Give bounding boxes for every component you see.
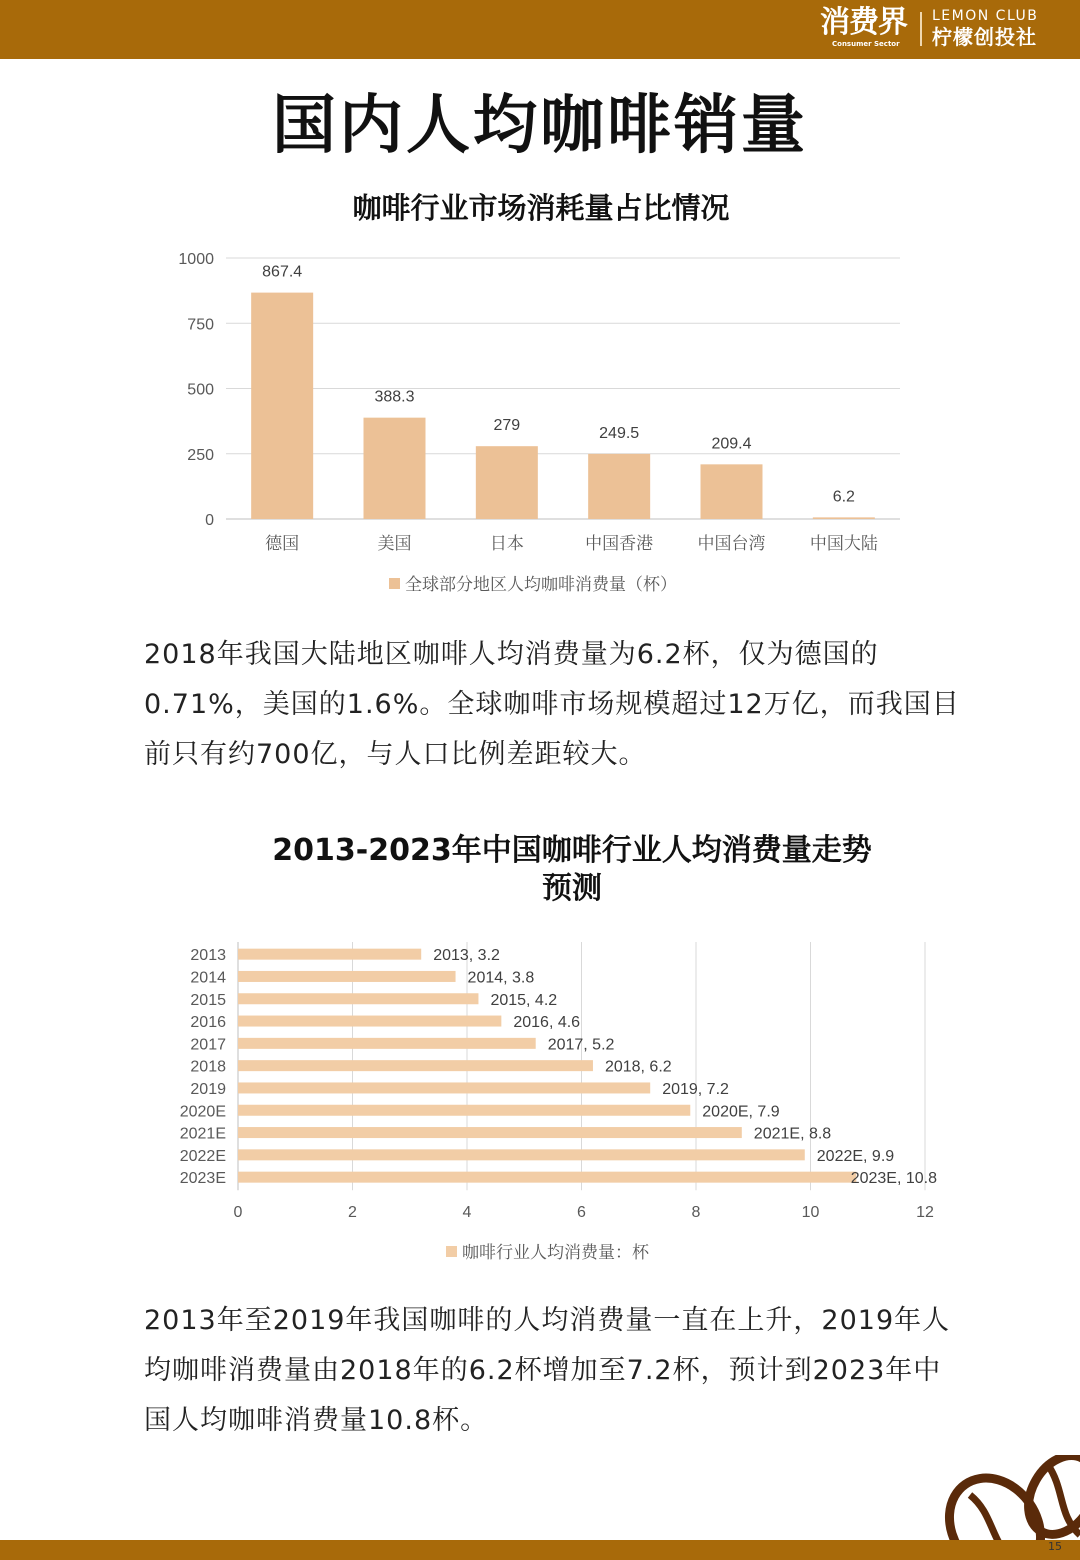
chart1-xtick-label: 中国台湾 (697, 534, 766, 553)
chart1-data-label: 209.4 (711, 435, 752, 453)
page-title: 国内人均咖啡销量 (272, 89, 808, 163)
chart2-legend-label: 咖啡行业人均消费量：杯 (462, 1243, 649, 1262)
chart2-bar (238, 1016, 501, 1027)
chart2-data-label: 2023E, 10.8 (850, 1170, 937, 1188)
chart2-ytick-label: 2018 (190, 1058, 226, 1076)
page-number: 15 (1048, 1540, 1062, 1553)
chart1-data-label: 249.5 (599, 424, 640, 442)
coffee-beans-icon (940, 1455, 1080, 1545)
chart2-data-label: 2013, 3.2 (433, 947, 500, 965)
chart2-legend-swatch (446, 1246, 457, 1257)
chart2-bar (238, 1082, 650, 1093)
chart2-ytick-label: 2021E (179, 1125, 226, 1143)
chart2-ytick-label: 2015 (190, 991, 226, 1009)
chart1-title: 咖啡行业市场消耗量占比情况 (352, 191, 730, 225)
chart2-title (0, 832, 1080, 908)
chart2-ytick-label: 2016 (190, 1014, 226, 1032)
chart2-data-label: 2016, 4.6 (513, 1014, 581, 1032)
chart2-bar (238, 949, 421, 960)
chart2-xtick-label: 6 (577, 1204, 586, 1221)
header-bar (0, 0, 1080, 59)
chart1-xtick-label: 美国 (377, 534, 412, 553)
chart2-ytick-label: 2023E (179, 1170, 226, 1188)
chart2-data-label: 2019, 7.2 (662, 1080, 729, 1098)
footer-bar (0, 1540, 1080, 1560)
chart2-xtick-label: 12 (916, 1204, 934, 1221)
chart2-ytick-label: 2013 (190, 947, 226, 965)
brand-logo-sub: Consumer Sector (832, 40, 900, 48)
chart1-xtick-label: 中国香港 (585, 534, 654, 553)
chart2-xtick-label: 4 (462, 1204, 472, 1221)
chart1-bar (251, 293, 313, 519)
chart1-ytick-label: 500 (187, 381, 214, 399)
chart2-ytick-label: 2017 (190, 1036, 226, 1054)
chart1-data-label: 6.2 (832, 488, 855, 506)
chart2-data-label: 2020E, 7.9 (702, 1103, 780, 1121)
chart2-horizontal-bar-chart (0, 930, 1080, 1280)
chart1-ytick-label: 250 (187, 446, 214, 464)
chart1-bar (364, 418, 426, 519)
chart2-data-label: 2018, 6.2 (604, 1058, 672, 1076)
chart1-legend-swatch (389, 578, 400, 589)
chart1-bar (588, 454, 650, 519)
chart2-bar (238, 1060, 593, 1071)
brand-divider (920, 12, 922, 46)
chart2-ytick-label: 2019 (190, 1080, 226, 1098)
chart2-ytick-label: 2014 (190, 969, 226, 987)
chart1-ytick-label: 750 (187, 316, 214, 334)
chart1-data-label: 279 (493, 417, 521, 435)
chart1-data-label: 867.4 (262, 263, 303, 281)
chart2-xtick-label: 10 (801, 1204, 820, 1221)
brand-name-en: LEMON CLUB (932, 8, 1039, 24)
brand-logo-cn: 消费界 (820, 5, 907, 40)
chart2-title-line1: 2013-2023年中国咖啡行业人均消费量走势 (272, 833, 872, 868)
chart2-ytick-label: 2022E (179, 1147, 226, 1165)
chart2-bar (238, 1127, 742, 1138)
chart1-bar (701, 464, 763, 519)
chart1-bar (476, 446, 538, 519)
chart1-xtick-label: 日本 (489, 534, 524, 553)
chart2-data-label: 2022E, 9.9 (816, 1147, 895, 1165)
chart2-xtick-label: 0 (233, 1204, 243, 1221)
paragraph-1: 2018年我国大陆地区咖啡人均消费量为6.2杯，仅为德国的0.71%，美国的1.6%。全球咖啡市场规模超过12万亿，而我国目前只有约700亿，与人口比例差距较大。 (144, 639, 960, 770)
paragraph-2: 2013年至2019年我国咖啡的人均消费量一直在上升，2019年人均咖啡消费量由2018年的6.2杯增加至7.2杯，预计到2023年中国人均咖啡消费量10.8杯。 (144, 1305, 951, 1436)
chart1-ytick-label: 1000 (178, 251, 214, 268)
chart1-bar (813, 517, 875, 519)
chart1-data-label: 388.3 (374, 388, 415, 406)
chart2-bar (238, 1105, 690, 1116)
chart2-title-line2: 预测 (542, 871, 602, 906)
chart1-legend-label: 全球部分地区人均咖啡消费量（杯） (405, 575, 677, 594)
chart2-bar (238, 1172, 856, 1183)
chart2-data-label: 2017, 5.2 (547, 1036, 615, 1054)
chart1-bar-chart (0, 240, 1080, 660)
chart2-ytick-label: 2020E (179, 1103, 226, 1121)
chart2-bar (238, 1038, 536, 1049)
chart1-xtick-label: 德国 (265, 534, 300, 553)
chart1-xtick-label: 中国大陆 (809, 534, 878, 553)
chart1-ytick-label: 0 (205, 512, 214, 529)
chart2-bar (238, 1149, 805, 1160)
brand-name-cn: 柠檬创投社 (932, 25, 1037, 49)
chart2-bar (238, 971, 456, 982)
chart2-data-label: 2014, 3.8 (467, 969, 535, 987)
chart2-data-label: 2015, 4.2 (490, 991, 558, 1009)
chart2-xtick-label: 8 (691, 1204, 701, 1221)
chart2-xtick-label: 2 (348, 1204, 357, 1221)
chart2-data-label: 2021E, 8.8 (753, 1125, 832, 1143)
chart2-bar (238, 993, 478, 1004)
